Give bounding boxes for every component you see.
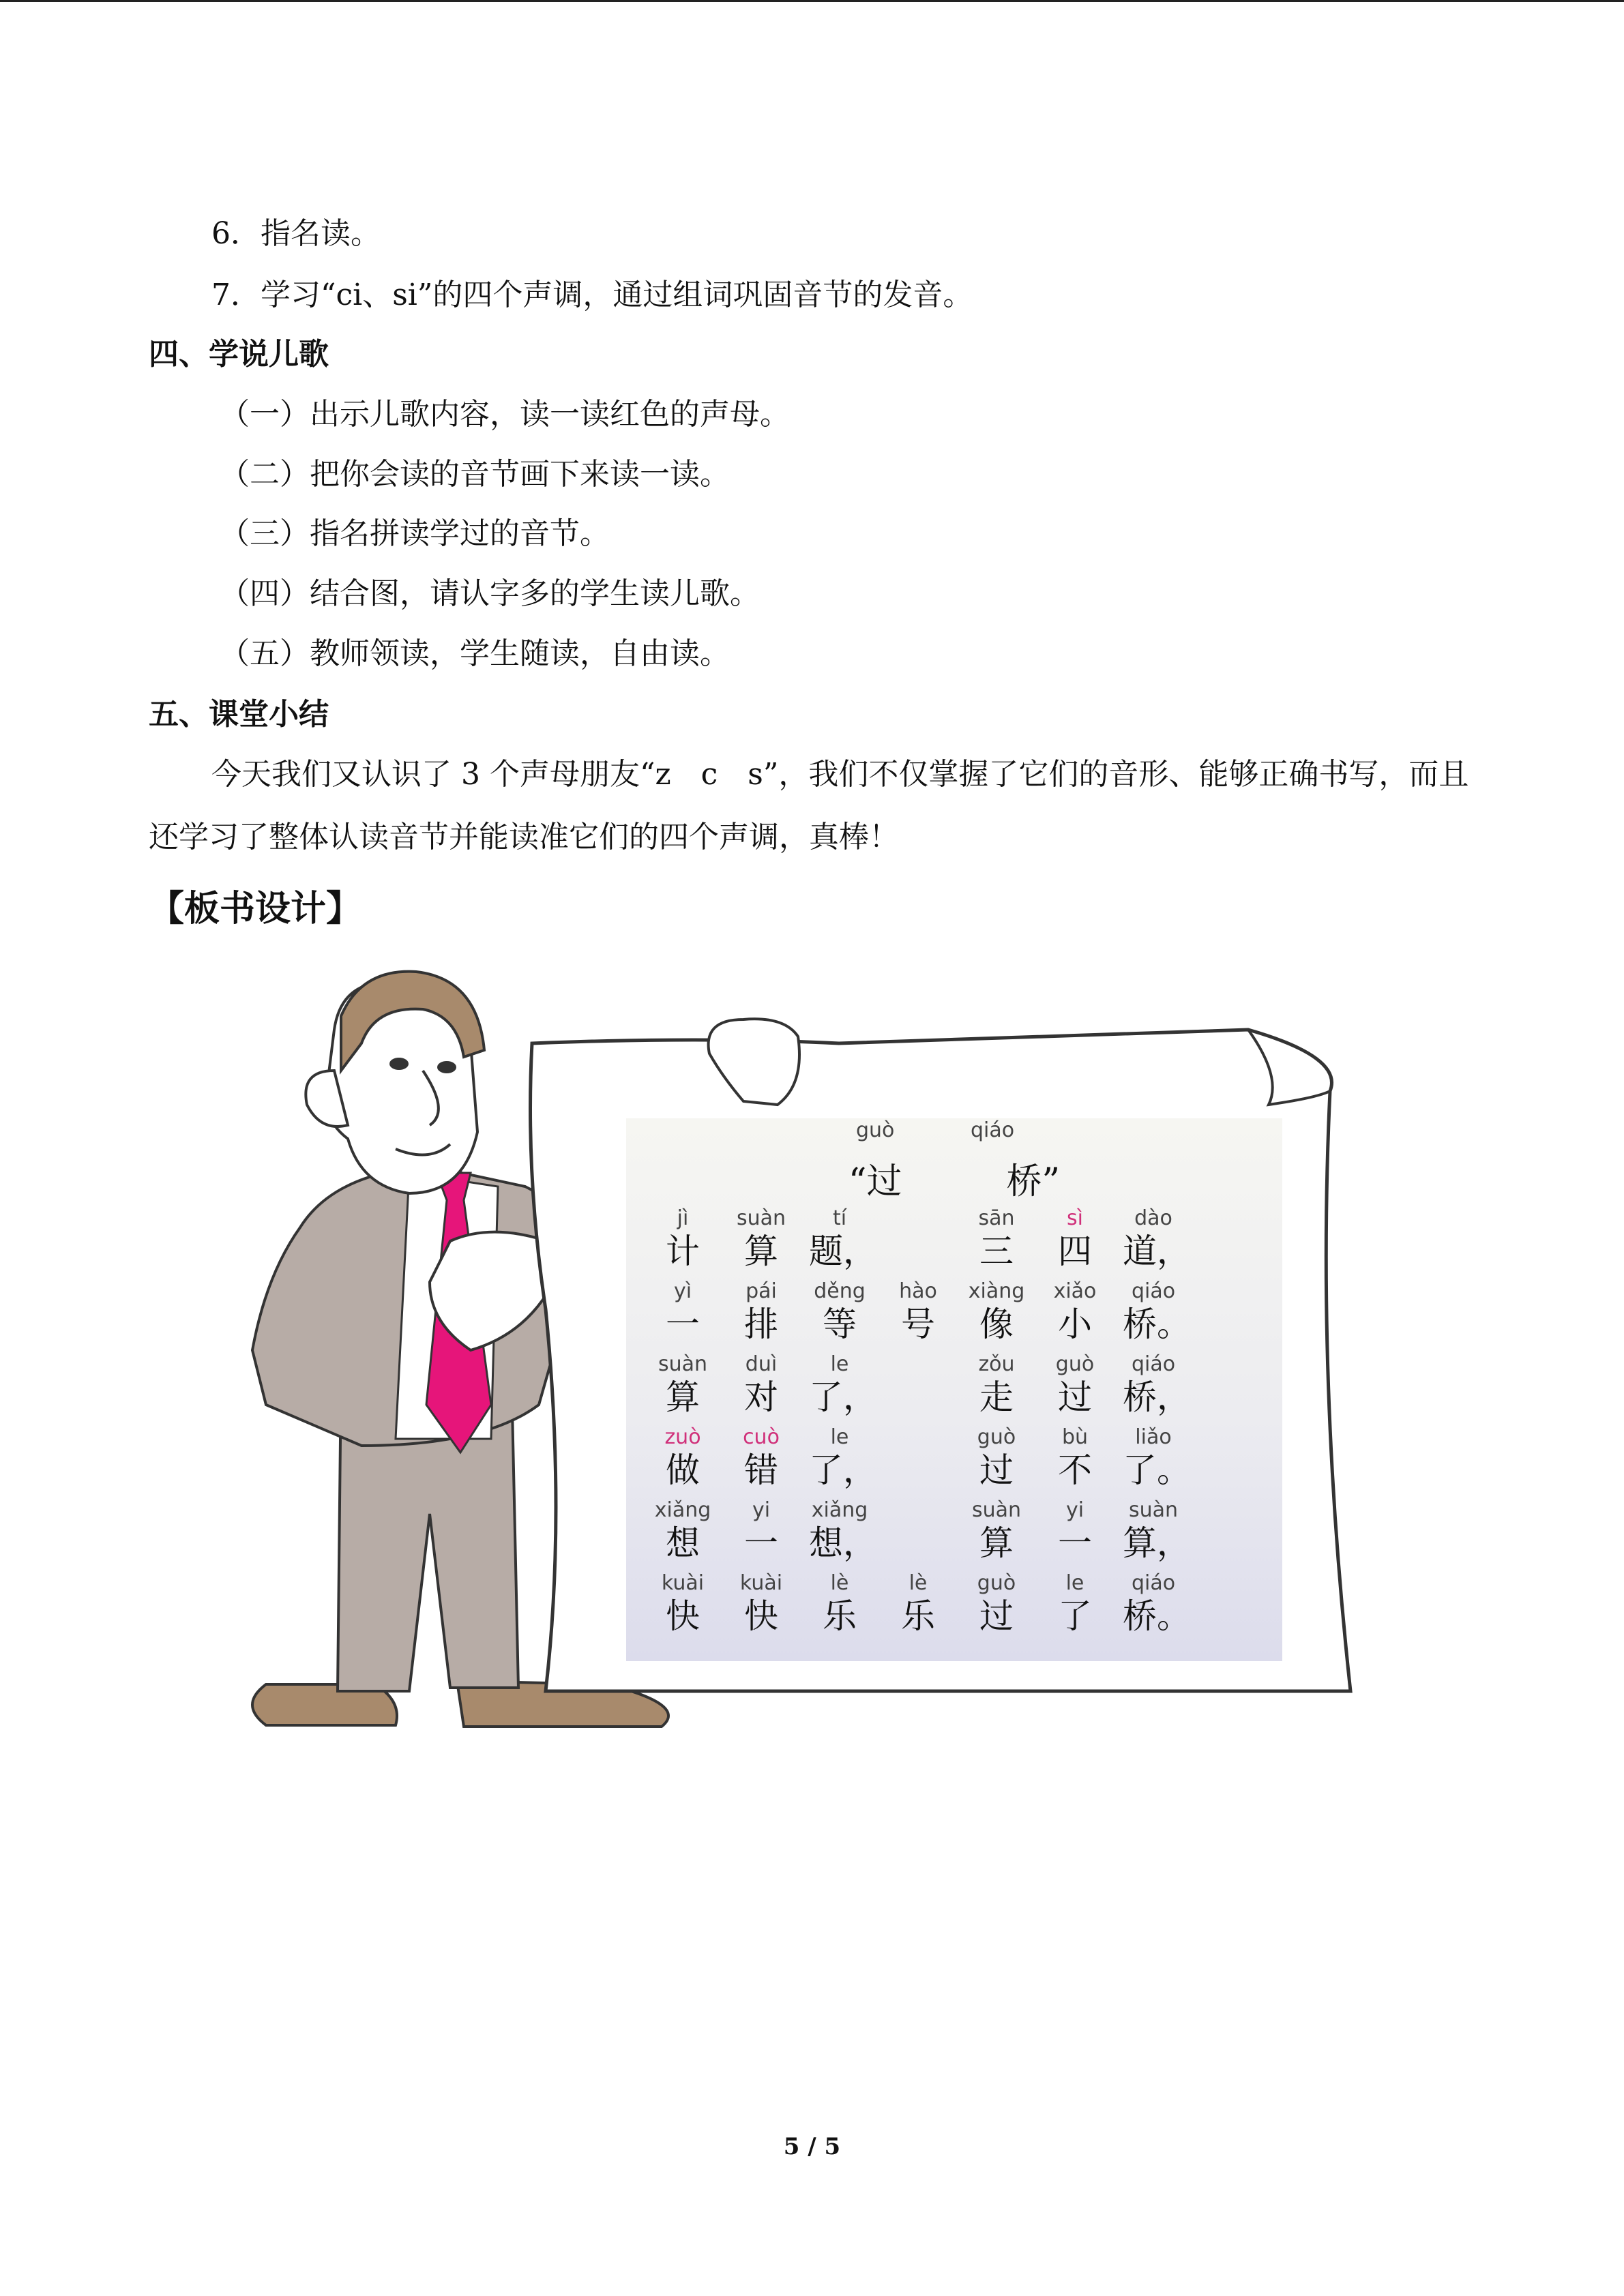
poem-syllable: [1044, 1570, 1106, 1636]
hanzi: 过: [979, 1596, 1014, 1636]
poem-syllable: [809, 1352, 877, 1417]
poem-syllable: [730, 1352, 792, 1417]
pinyin: hào: [899, 1279, 937, 1303]
hanzi: 了，: [809, 1377, 877, 1417]
hanzi: 算: [979, 1523, 1014, 1563]
poem-card: [626, 1118, 1282, 1661]
board-design-title: 【板书设计】: [149, 889, 362, 929]
poem-syllable: [1044, 1497, 1106, 1563]
pinyin: lè: [830, 1571, 849, 1595]
pinyin: suàn: [1128, 1498, 1179, 1522]
summary-paragraph: 今天我们又认识了 3 个声母朋友“z c s”，我们不仅掌握了它们的音形、能够正确书写，而且还学习了整体认读音节并能读准它们的四个声调，真棒！: [149, 757, 1469, 854]
hanzi: 计: [666, 1232, 700, 1271]
poem-syllable: [809, 1206, 877, 1271]
poem-title: [626, 1152, 1282, 1204]
poem-syllable: [730, 1570, 792, 1636]
pinyin: děng: [814, 1279, 866, 1303]
poem-syllable: [809, 1279, 870, 1344]
section-4-item: （二）把你会读的音节画下来读一读。: [220, 457, 730, 492]
hanzi: 四: [1058, 1232, 1092, 1271]
pinyin: suàn: [736, 1206, 786, 1230]
hanzi: 了，: [809, 1450, 877, 1490]
pinyin: tí: [832, 1206, 847, 1230]
poem-syllable: [966, 1570, 1027, 1636]
pinyin: suàn: [971, 1498, 1022, 1522]
hanzi: 一: [1058, 1523, 1092, 1563]
poem-line: [652, 1425, 1266, 1497]
pinyin: cuò: [743, 1425, 780, 1449]
hanzi: 算: [744, 1232, 778, 1271]
hanzi: 排: [744, 1304, 778, 1344]
eye: [389, 1058, 409, 1070]
hanzi: 对: [744, 1377, 778, 1417]
poem-syllable: [652, 1352, 713, 1417]
hanzi: 等: [823, 1304, 857, 1344]
hanzi: 快: [666, 1596, 700, 1636]
pinyin: pái: [745, 1279, 777, 1303]
pinyin: sān: [978, 1206, 1015, 1230]
poem-line: [652, 1570, 1266, 1643]
poem-title-pinyin: guò: [856, 1118, 895, 1142]
section-4-item: （三）指名拼读学过的音节。: [220, 516, 610, 551]
poem-syllable: [652, 1570, 713, 1636]
pinyin: le: [830, 1352, 849, 1376]
hanzi: 三: [979, 1232, 1014, 1271]
pinyin: qiáo: [1131, 1279, 1176, 1303]
pinyin: guò: [977, 1425, 1016, 1449]
pinyin: guò: [977, 1571, 1016, 1595]
poem-syllable: [966, 1352, 1027, 1417]
pinyin: le: [830, 1425, 849, 1449]
poem-syllable: [966, 1279, 1027, 1344]
hanzi: 想: [666, 1523, 700, 1563]
pinyin: bù: [1061, 1425, 1089, 1449]
section-4-item: （一）出示儿歌内容，读一读红色的声母。: [220, 397, 790, 432]
poem-syllable: [652, 1425, 713, 1490]
poem-syllable: [1123, 1279, 1191, 1344]
poem-syllable: [1123, 1206, 1191, 1271]
poem-syllable: [1123, 1352, 1191, 1417]
hanzi: 走: [979, 1377, 1014, 1417]
poem-syllable: [966, 1425, 1027, 1490]
hanzi: 一: [744, 1523, 778, 1563]
poem-syllable: [966, 1206, 1027, 1271]
hanzi: 过: [979, 1450, 1014, 1490]
pinyin: zuò: [664, 1425, 701, 1449]
pinyin: guò: [1055, 1352, 1095, 1376]
poem-line: [652, 1352, 1266, 1425]
poem-syllable: [730, 1279, 792, 1344]
hanzi: 了: [1058, 1596, 1092, 1636]
pinyin: suàn: [658, 1352, 708, 1376]
hanzi: 想，: [809, 1523, 877, 1563]
pinyin: sì: [1067, 1206, 1083, 1230]
poem-syllable: [730, 1206, 792, 1271]
step-6: 6．指名读。: [211, 216, 381, 251]
poem-line: [652, 1206, 1266, 1279]
poem-title-char: 桥”: [1006, 1161, 1061, 1202]
pinyin: kuài: [739, 1571, 783, 1595]
hanzi: 桥。: [1123, 1304, 1191, 1344]
poem-title-pinyin: qiáo: [971, 1118, 1015, 1142]
top-border: [0, 0, 1624, 2]
pinyin: yi: [1065, 1498, 1084, 1522]
poem-line: [652, 1279, 1266, 1352]
pinyin: jì: [677, 1206, 689, 1230]
poem-syllable: [652, 1497, 713, 1563]
hanzi: 乐: [901, 1596, 935, 1636]
poem-syllable: [1123, 1497, 1191, 1563]
poem-syllable: [809, 1570, 870, 1636]
hanzi: 一: [666, 1304, 700, 1344]
section-4-item: （五）教师领读，学生随读，自由读。: [220, 636, 730, 671]
eye: [437, 1061, 456, 1073]
hanzi: 快: [744, 1596, 778, 1636]
hanzi: 算: [666, 1377, 700, 1417]
hanzi: 过: [1058, 1377, 1092, 1417]
poem-title-char: “过: [848, 1161, 902, 1202]
pinyin: xiǎo: [1053, 1279, 1097, 1303]
hanzi: 道，: [1123, 1232, 1191, 1271]
pinyin: yi: [752, 1498, 771, 1522]
poem-syllable: [809, 1497, 877, 1563]
hanzi: 算，: [1123, 1523, 1191, 1563]
hanzi: 小: [1058, 1304, 1092, 1344]
poem-syllable: [809, 1425, 877, 1490]
poem-syllable: [1044, 1425, 1106, 1490]
hanzi: 乐: [823, 1596, 857, 1636]
pinyin: qiáo: [1131, 1352, 1176, 1376]
pinyin: lè: [909, 1571, 928, 1595]
pinyin: le: [1065, 1571, 1084, 1595]
poem-syllable: [966, 1497, 1027, 1563]
poem-syllable: [730, 1425, 792, 1490]
pinyin: dào: [1134, 1206, 1172, 1230]
poem-syllable: [887, 1570, 949, 1636]
pinyin: yì: [673, 1279, 692, 1303]
pinyin: kuài: [661, 1571, 705, 1595]
hanzi: 号: [901, 1304, 935, 1344]
hanzi: 做: [666, 1450, 700, 1490]
poem-syllable: [1044, 1206, 1106, 1271]
hanzi: 错: [744, 1450, 778, 1490]
pinyin: xiàng: [968, 1279, 1025, 1303]
step-7: 7．学习“ci、si”的四个声调，通过组词巩固音节的发音。: [211, 278, 973, 312]
poem-syllable: [1123, 1570, 1191, 1636]
section-4-heading: 四、学说儿歌: [149, 337, 329, 372]
poem-syllable: [730, 1497, 792, 1563]
pinyin: xiǎng: [654, 1498, 711, 1522]
pinyin: liǎo: [1135, 1425, 1172, 1449]
poem-syllable: [652, 1279, 713, 1344]
hanzi: 不: [1058, 1450, 1092, 1490]
pinyin: zǒu: [978, 1352, 1015, 1376]
poem-syllable: [887, 1279, 949, 1344]
section-4-item: （四）结合图，请认字多的学生读儿歌。: [220, 576, 760, 611]
poem-syllable: [652, 1206, 713, 1271]
hanzi: 像: [979, 1304, 1014, 1344]
poem-syllable: [1123, 1425, 1191, 1490]
poem-syllable: [1044, 1352, 1106, 1417]
pinyin: xiǎng: [811, 1498, 868, 1522]
page-number: 5 / 5: [783, 2133, 841, 2160]
hanzi: 了。: [1123, 1450, 1191, 1490]
poem-syllable: [1044, 1279, 1106, 1344]
section-5-heading: 五、课堂小结: [149, 697, 329, 732]
hanzi: 桥。: [1123, 1596, 1191, 1636]
poem-line: [652, 1497, 1266, 1570]
pinyin: qiáo: [1131, 1571, 1176, 1595]
hanzi: 桥，: [1123, 1377, 1191, 1417]
hanzi: 题，: [809, 1232, 877, 1271]
pinyin: duì: [745, 1352, 778, 1376]
